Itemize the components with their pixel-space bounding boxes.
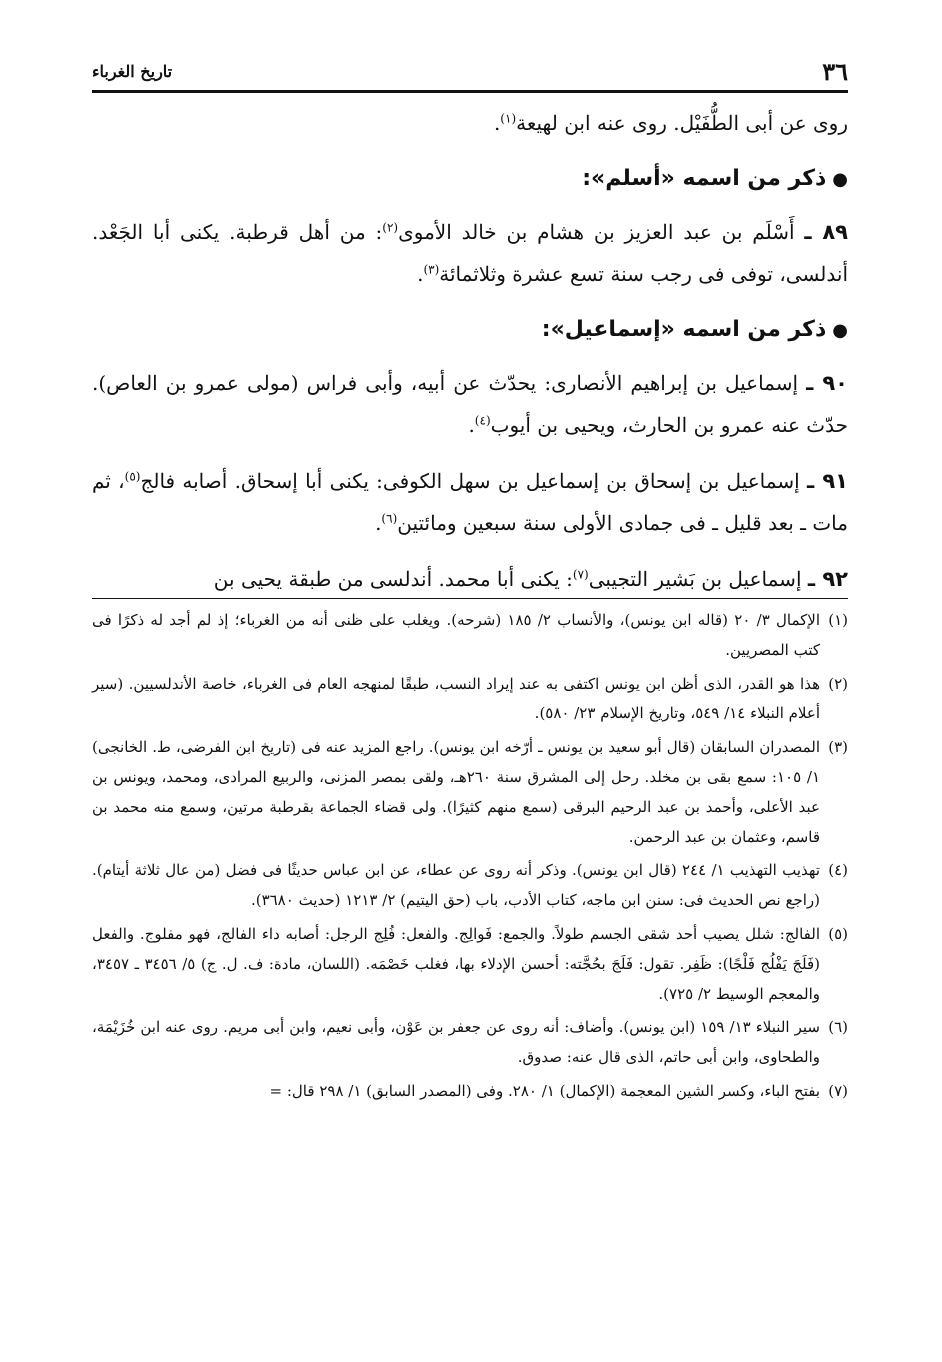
intro-paragraph: روى عن أبى الطُّفَيْل. روى عنه ابن لهيعة$^{(١)}$. — [493, 111, 848, 135]
footnote-label: (٦) — [828, 1018, 848, 1037]
intro-text: روى عن أبى الطُّفَيْل. روى عنه ابن لهيعة — [516, 111, 848, 135]
entry-text: إسماعيل بن إبراهيم الأنصارى: يحدّث عن أبيه، وأبى فراس (مولى عمرو بن العاص). حدّث عنه عمرو بن الحارث، ويحيى بن أيوب — [92, 371, 848, 437]
page-number: ٣٦ — [822, 56, 848, 86]
entry-89 — [92, 211, 848, 295]
bullet-icon: ● — [832, 169, 848, 190]
entry-text: إسماعيل بن إسحاق بن إسماعيل بن سهل الكوفى: يكنى أبا إسحاق. أصابه فالج — [140, 469, 800, 493]
footnote-3 — [92, 733, 848, 852]
entry-number: ٩١ ـ — [806, 469, 848, 493]
section-heading-ismail — [92, 309, 848, 352]
bullet-icon: ● — [832, 320, 848, 341]
footnote-7 — [92, 1077, 848, 1107]
footnote-label: (٥) — [828, 924, 848, 943]
entry-91 — [92, 460, 848, 544]
entry-text: إسماعيل بن بَشير التجيبى — [588, 567, 802, 591]
entry-number: ٩٢ ـ — [807, 567, 848, 591]
entry-text: : يكنى أبا محمد. أندلسى من طبقة يحيى بن — [213, 567, 573, 591]
footnote-label: (١) — [828, 611, 848, 629]
section-heading-aslam — [92, 158, 848, 201]
footnote-ref[interactable]: (٣) — [423, 262, 440, 277]
footnote-2 — [92, 670, 848, 730]
footnote-text: تهذيب التهذيب ١/ ٢٤٤ (قال ابن يونس). وذكر أنه روى عن عطاء، عن ابن عباس حديثًا فى فضل (من عال ثلاثة أيتام). (راجع نص الحديث فى: سنن ابن ماجه، كتاب الأدب، باب (حق اليتيم) ٢/ ١٢١٣ (حديث ٣٦٨٠). — [92, 861, 820, 910]
entry-number: ٨٩ ـ — [804, 220, 848, 244]
running-title: تاريخ الغرباء — [92, 61, 173, 81]
footnote-ref[interactable]: (١) — [500, 111, 517, 126]
footnote-label: (٤) — [828, 861, 848, 880]
entry-number: ٩٠ ـ — [806, 371, 848, 395]
entry-text: . — [468, 413, 475, 437]
heading-text: ذكر من اسمه «إسماعيل»: — [541, 317, 827, 342]
entry-text: : من أهل قرطبة. يكنى أبا الجَعْد. أندلسى، توفى فى رجب سنة تسع عشرة وثلاثمائة — [92, 220, 848, 286]
page-header — [92, 52, 848, 90]
footnote-label: (٢) — [828, 674, 848, 693]
footnote-text: الفالج: شلل يصيب أحد شقى الجسم طولاً. والجمع: فَوالِج. والفعل: فُلِج الرجل: أصابه داء الفالج، فهو مفلوج. والفعل (فَلَجَ يَفْلُج فَلْجًا): ظَفِر. تقول: فَلَجَ بحُجَّته: أحسن الإدلاء بها، فغلب خَصْمَه. (اللسان، مادة: ف. ل. ج) ٥/ ٣٤٥٦ ـ ٣٤٥٧، والمعجم الوسيط ٢/ ٧٢٥). — [92, 924, 820, 1003]
footnote-text: هذا هو القدر، الذى أظن ابن يونس اكتفى به عند إيراد النسب، طبقًا لمنهجه العام فى الغرباء، خاصة الأندلسيين. (سير أعلام النبلاء ١٤/ ٥٤٩، وتاريخ الإسلام ٢٣/ ٥٨٠). — [92, 674, 820, 723]
entry-text: أَسْلَم بن عبد العزيز بن هشام بن خالد الأموى — [398, 220, 795, 244]
footnote-text: المصدران السابقان (قال أبو سعيد بن يونس ـ أرّخه ابن يونس). راجع المزيد عنه فى (تاريخ ابن الفرضى، ط. الخانجى) ١/ ١٠٥: سمع بقى بن مخلد. رحل إلى المشرق سنة ٢٦٠هـ، ولقى بمصر المزنى، والربيع المرادى، ومحمد، ويونس بن عبد الأعلى، وأحمد بن عبد الرحيم البرقى (سمع منهم كثيرًا). ولى قضاء الجماعة بقرطبة مرتين، وسمع منه محمد بن قاسم، وعثمان بن عبد الرحمن. — [92, 738, 820, 846]
main-text — [92, 102, 848, 614]
entry-92 — [92, 558, 848, 600]
header-rule — [92, 90, 848, 93]
footnote-ref[interactable]: (٧) — [572, 567, 589, 582]
entry-text: ، ثم مات ـ بعد قليل ـ فى جمادى الأولى سنة سبعين ومائتين — [92, 469, 848, 535]
heading-text: ذكر من اسمه «أسلم»: — [582, 166, 827, 191]
footnote-ref[interactable]: (٦) — [381, 511, 398, 526]
footnote-ref[interactable]: (٤) — [474, 413, 491, 428]
footnote-4 — [92, 856, 848, 916]
footnote-5 — [92, 920, 848, 1009]
footnote-label: (٧) — [828, 1081, 848, 1100]
footnote-6 — [92, 1013, 848, 1073]
footnote-text: بفتح الباء، وكسر الشين المعجمة (الإكمال) ١/ ٢٨٠. وفى (المصدر السابق) ١/ ٢٩٨ قال: = — [269, 1081, 820, 1100]
entry-text: . — [417, 262, 424, 286]
footnote-rule — [92, 598, 848, 599]
footnote-text: الإكمال ٣/ ٢٠ (قاله ابن يونس)، والأنساب ٢/ ١٨٥ (شرحه). ويغلب على ظنى أنه من الغرباء؛ إذ لم أجد له ذكرًا فى كتب المصريين. — [92, 611, 820, 659]
footnote-ref[interactable]: (٥) — [124, 469, 141, 484]
footnotes — [92, 606, 848, 1111]
footnote-text: سير النبلاء ١٣/ ١٥٩ (ابن يونس). وأضاف: أنه روى عن جعفر بن عَوْن، وأبى نعيم، وابن أبى مريم. روى عنه ابن خُزَيْمَة، والطحاوى، وابن أبى حاتم، الذى قال عنه: صدوق. — [92, 1018, 820, 1067]
footnote-ref[interactable]: (٢) — [382, 220, 399, 235]
entry-90 — [92, 362, 848, 446]
footnote-label: (٣) — [828, 738, 848, 757]
entry-text: . — [375, 511, 382, 535]
footnote-1 — [92, 606, 848, 666]
